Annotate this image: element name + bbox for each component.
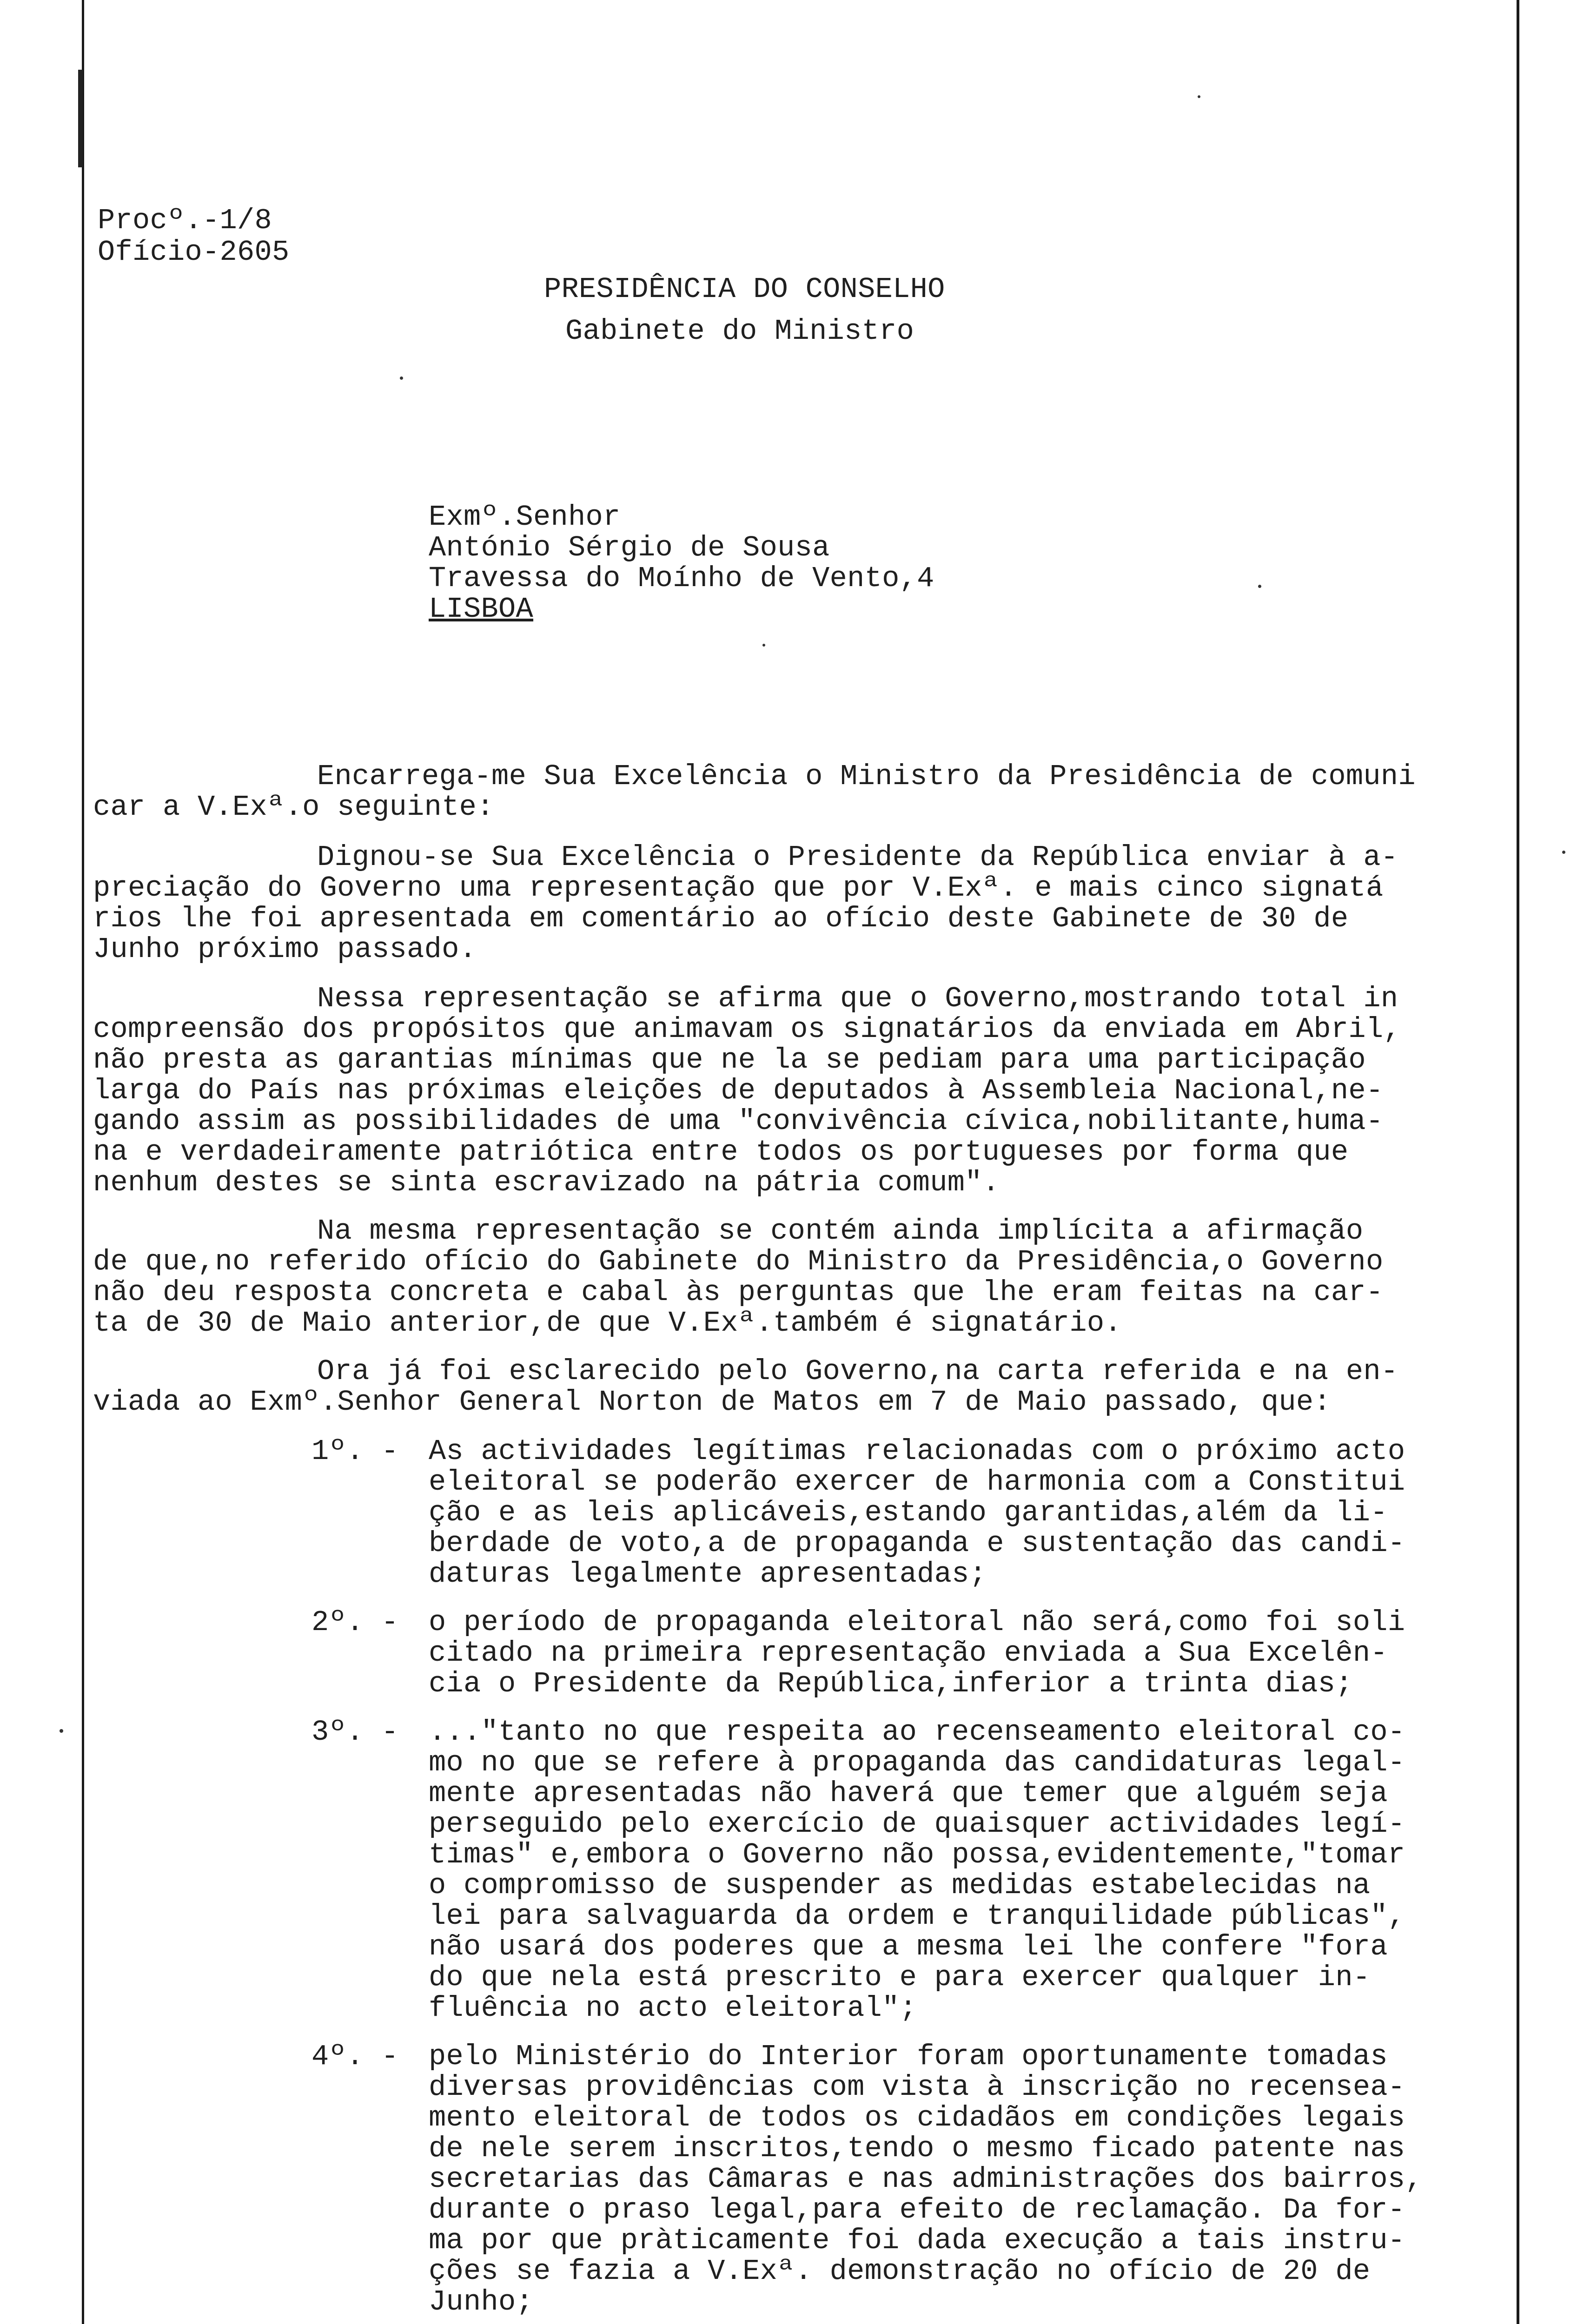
item-2-line: cia o Presidente da República,inferior a trinta dias; — [429, 1667, 1353, 1700]
item-2-line: o período de propaganda eleitoral não será,como foi soli — [429, 1606, 1405, 1639]
intro-line: Encarrega-me Sua Excelência o Ministro da Presidência de comuni — [317, 760, 1416, 793]
item-number: 4º. - — [311, 2040, 399, 2073]
item-4-line: de nele serem inscritos,tendo o mesmo ficado patente nas — [429, 2132, 1405, 2165]
speck — [1258, 585, 1261, 588]
item-3-line: mo no que se refere à propaganda das candidaturas legal- — [429, 1746, 1405, 1779]
item-number: 2º. - — [311, 1606, 399, 1639]
paragraph-2-line: larga do País nas próximas eleições de deputados à Assembleia Nacional,ne- — [93, 1074, 1384, 1107]
paragraph-2-line: nenhum destes se sinta escravizado na pátria comum". — [93, 1166, 1000, 1199]
item-3-line: mente apresentadas não haverá que temer que alguém seja — [429, 1777, 1388, 1810]
item-4-line: secretarias das Câmaras e nas administrações dos bairros, — [429, 2163, 1423, 2196]
item-1-line: As actividades legítimas relacionadas com o próximo acto — [429, 1435, 1405, 1468]
item-1-line: ção e as leis aplicáveis,estando garantidas,além da li- — [429, 1496, 1388, 1529]
address-street: Travessa do Moínho de Vento,4 — [429, 562, 934, 595]
item-4-line: pelo Ministério do Interior foram oportunamente tomadas — [429, 2040, 1388, 2073]
item-1-line: eleitoral se poderão exercer de harmonia com a Constitui — [429, 1466, 1405, 1499]
paragraph-4-line: Ora já foi esclarecido pelo Governo,na carta referida e na en- — [317, 1355, 1398, 1388]
item-number: 3º. - — [311, 1716, 399, 1749]
paragraph-1-line: Dignou-se Sua Excelência o Presidente da República enviar à a- — [317, 841, 1398, 874]
item-1-line: berdade de voto,a de propaganda e sustentação das candi- — [429, 1527, 1405, 1560]
paragraph-4-line: viada ao Exmº.Senhor General Norton de Matos em 7 de Maio passado, que: — [93, 1386, 1331, 1419]
speck — [1562, 851, 1565, 854]
department-title: Gabinete do Ministro — [565, 315, 914, 348]
paragraph-1-line: rios lhe foi apresentada em comentário ao ofício deste Gabinete de 30 de — [93, 902, 1349, 935]
paragraph-1-line: preciação do Governo uma representação que por V.Exª. e mais cinco signatá — [93, 872, 1384, 905]
speck — [400, 376, 403, 380]
item-3-line: ..."tanto no que respeita ao recenseamento eleitoral co- — [429, 1716, 1405, 1749]
address-city: LISBOA — [429, 593, 534, 626]
paragraph-3-line: ta de 30 de Maio anterior,de que V.Exª.também é signatário. — [93, 1307, 1122, 1340]
address-salutation: Exmº.Senhor — [429, 501, 621, 534]
paragraph-3-line: Na mesma representação se contém ainda implícita a afirmação — [317, 1215, 1364, 1248]
reference-proc: Procº.-1/8 — [98, 204, 272, 237]
scan-mark-top — [78, 70, 83, 167]
left-margin-rule — [82, 0, 84, 2324]
item-3-line: o compromisso de suspender as medidas estabelecidas na — [429, 1869, 1371, 1902]
item-4-line: diversas providências com vista à inscrição no recensea- — [429, 2071, 1405, 2104]
paragraph-2-line: gando assim as possibilidades de uma "convivência cívica,nobilitante,huma- — [93, 1105, 1384, 1138]
paragraph-3-line: não deu resposta concreta e cabal às perguntas que lhe eram feitas na car- — [93, 1276, 1384, 1309]
address-name: António Sérgio de Sousa — [429, 531, 830, 564]
item-3-line: do que nela está prescrito e para exercer qualquer in- — [429, 1961, 1371, 1994]
item-4-line: durante o praso legal,para efeito de reclamação. Da for- — [429, 2193, 1405, 2226]
institution-title: PRESIDÊNCIA DO CONSELHO — [544, 273, 945, 306]
paragraph-2-line: na e verdadeiramente patriótica entre todos os portugueses por forma que — [93, 1136, 1349, 1169]
item-2-line: citado na primeira representação enviada a Sua Excelên- — [429, 1637, 1388, 1670]
paragraph-3-line: de que,no referido ofício do Gabinete do Ministro da Presidência,o Governo — [93, 1245, 1384, 1278]
paragraph-2-line: não presta as garantias mínimas que ne la se pediam para uma participação — [93, 1043, 1366, 1076]
paragraph-2-line: Nessa representação se afirma que o Governo,mostrando total in — [317, 982, 1398, 1015]
item-4-line: ma por que pràticamente foi dada execução a tais instru- — [429, 2224, 1405, 2257]
reference-oficio: Ofício-2605 — [98, 236, 290, 269]
speck — [1198, 95, 1200, 98]
item-3-line: timas" e,embora o Governo não possa,evidentemente,"tomar — [429, 1838, 1405, 1871]
item-3-line: fluência no acto eleitoral"; — [429, 1992, 917, 2025]
item-1-line: daturas legalmente apresentadas; — [429, 1558, 987, 1591]
paragraph-2-line: compreensão dos propósitos que animavam os signatários da enviada em Abril, — [93, 1013, 1401, 1046]
item-4-line: ções se fazia a V.Exª. demonstração no ofício de 20 de — [429, 2255, 1371, 2288]
item-4-line: Junho; — [429, 2285, 534, 2318]
speck — [60, 1729, 63, 1733]
speck — [762, 644, 765, 647]
item-3-line: lei para salvaguarda da ordem e tranquilidade públicas", — [429, 1900, 1405, 1933]
item-number: 1º. - — [311, 1435, 399, 1468]
item-3-line: perseguido pelo exercício de quaisquer actividades legí- — [429, 1808, 1405, 1841]
paragraph-1-line: Junho próximo passado. — [93, 933, 477, 966]
right-margin-rule — [1517, 0, 1519, 2324]
item-3-line: não usará dos poderes que a mesma lei lhe confere "fora — [429, 1930, 1388, 1963]
intro-line: car a V.Exª.o seguinte: — [93, 791, 494, 824]
item-4-line: mento eleitoral de todos os cidadãos em condições legais — [429, 2101, 1405, 2134]
